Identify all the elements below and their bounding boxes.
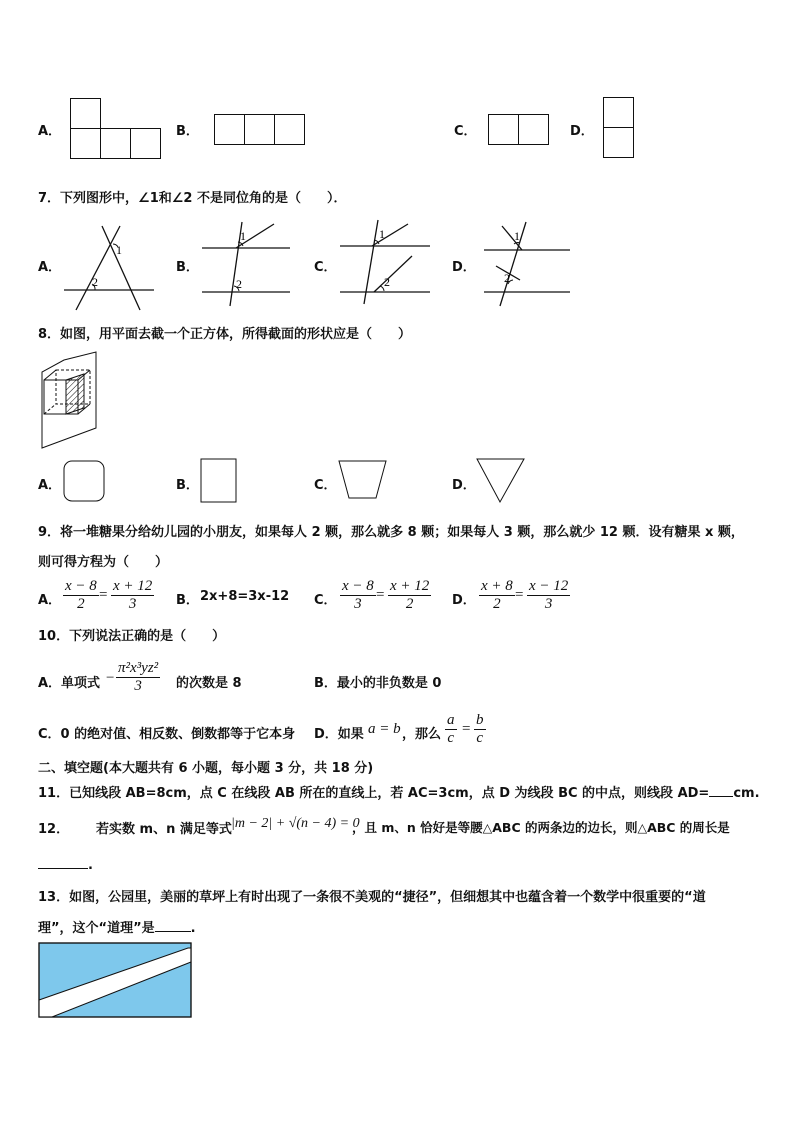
q6-option-d-figure: [603, 97, 635, 159]
q9b-equation: 2x+8=3x-12: [200, 589, 290, 604]
q7a-angle-1-label: 1: [116, 243, 122, 257]
q8-option-d-figure: [476, 458, 526, 504]
q9-option-c-label: C．: [314, 593, 337, 608]
q10-option-a-suffix: 的次数是 8: [176, 676, 242, 691]
q12-stem-post: ，且 m、n 恰好是等腰△ABC 的两条边的边长，则△ABC 的周长是: [352, 820, 730, 835]
q7c-angle-1-label: 1: [379, 227, 385, 241]
q9c-fraction-1: $\frac{x - 8}{3}$: [342, 578, 374, 612]
q6-option-a-figure: [70, 98, 162, 160]
q8-option-b-label: B．: [176, 478, 199, 493]
q7a-angle-2-label: 2: [92, 275, 98, 289]
q7b-angle-2-label: 2: [236, 277, 242, 291]
q10a-fraction: $\frac{\text{π²x³yz²}}{3}$: [118, 660, 159, 694]
q12-answer-blank[interactable]: [38, 856, 88, 869]
q10a-minus: −: [106, 670, 115, 686]
q13-lawn-shortcut-figure: [38, 942, 194, 1020]
q9a-fraction-1: $\frac{x - 8}{2}$: [65, 578, 97, 612]
q9-option-d-label: D．: [452, 593, 476, 608]
q12-number: 12．: [38, 822, 70, 837]
q7-option-d-figure: [480, 218, 576, 310]
q9-stem-line1: 9．将一堆糖果分给幼儿园的小朋友，如果每人 2 颗，那么就多 8 颗；如果每人 3 颗，那么就少 12 颗．设有糖果 x 颗，: [38, 525, 744, 540]
q9a-fraction-2: $\frac{x + 12}{3}$: [113, 578, 153, 612]
q13-answer-blank[interactable]: [155, 919, 191, 932]
q10-option-a-prefix: A．单项式: [38, 676, 101, 691]
q8-cube-section-figure: [36, 352, 106, 450]
q7d-angle-2-label: 2: [504, 271, 510, 285]
section-heading-fill-in: 二、填空题(本大题共有 6 小题，每小题 3 分，共 18 分): [38, 761, 374, 776]
q7-stem: 7．下列图形中，∠1和∠2 不是同位角的是（ ）．: [38, 191, 347, 206]
q9d-equals: =: [515, 587, 524, 603]
q10d-condition: a = b: [368, 721, 401, 737]
q9-option-a-label: A．: [38, 593, 62, 608]
q10-option-d-prefix: D．如果: [314, 727, 364, 742]
q8-option-b-figure: [200, 458, 238, 504]
q6-option-b-label: B．: [176, 124, 199, 139]
q12-answer-line: .: [38, 856, 93, 873]
q7c-angle-2-label: 2: [384, 275, 390, 289]
q7-option-b-label: B．: [176, 260, 199, 275]
q8-stem: 8．如图，用平面去截一个正方体，所得截面的形状应是（ ）: [38, 327, 412, 342]
q10-stem: 10．下列说法正确的是（ ）: [38, 629, 226, 644]
q7d-angle-1-label: 1: [514, 229, 520, 243]
q7-option-c-figure: [336, 216, 436, 310]
q7-option-c-label: C．: [314, 260, 337, 275]
q7-option-b-figure: [198, 218, 294, 310]
q9a-equals: =: [99, 587, 108, 603]
q10d-equals: =: [462, 721, 471, 737]
q9-option-b-label: B．: [176, 593, 199, 608]
q9d-fraction-2: $\frac{x - 12}{3}$: [529, 578, 569, 612]
q9-stem-line2: 则可得方程为（ ）: [38, 555, 169, 570]
q11-stem: 11．已知线段 AB=8cm，点 C 在线段 AB 所在的直线上，若 AC=3cm，点 D 为线段 BC 的中点，则线段 AD= cm.: [38, 786, 760, 801]
q7-option-a-figure: [62, 222, 158, 314]
q12-stem-pre: 若实数 m、n 满足等式: [96, 822, 232, 837]
q9c-fraction-2: $\frac{x + 12}{2}$: [390, 578, 430, 612]
q13-stem-line1: 13．如图，公园里，美丽的草坪上有时出现了一条很不美观的“捷径”，但细想其中也蕴含着一个数学中很重要的“道: [38, 890, 706, 905]
q8-option-c-label: C．: [314, 478, 337, 493]
q9d-fraction-1: $\frac{x + 8}{2}$: [481, 578, 513, 612]
q12-expression: |m − 2| + √(n − 4) = 0: [231, 816, 360, 831]
q10d-fraction-1: $\frac{a}{c}$: [447, 712, 455, 746]
q10-option-d-middle: ，那么: [402, 727, 442, 742]
q6-option-a-label: A．: [38, 124, 62, 139]
q9c-equals: =: [376, 587, 385, 603]
q10-option-c: C．0 的绝对值、相反数、倒数都等于它本身: [38, 727, 296, 742]
q6-option-c-label: C．: [454, 124, 477, 139]
q11-answer-blank[interactable]: [709, 784, 733, 797]
q6-option-d-label: D．: [570, 124, 594, 139]
q7-option-a-label: A．: [38, 260, 62, 275]
q8-option-d-label: D．: [452, 478, 476, 493]
q7b-angle-1-label: 1: [240, 229, 246, 243]
q8-option-c-figure: [338, 460, 388, 500]
q8-option-a-label: A．: [38, 478, 62, 493]
q6-option-c-figure: [488, 114, 550, 146]
q6-option-b-figure: [214, 114, 306, 146]
q10-option-b: B．最小的非负数是 0: [314, 676, 442, 691]
q8-option-a-figure: [63, 460, 105, 502]
q7-option-d-label: D．: [452, 260, 476, 275]
q13-stem-line2: 理”，这个“道理”是 .: [38, 921, 196, 936]
q10d-fraction-2: $\frac{b}{c}$: [476, 712, 484, 746]
